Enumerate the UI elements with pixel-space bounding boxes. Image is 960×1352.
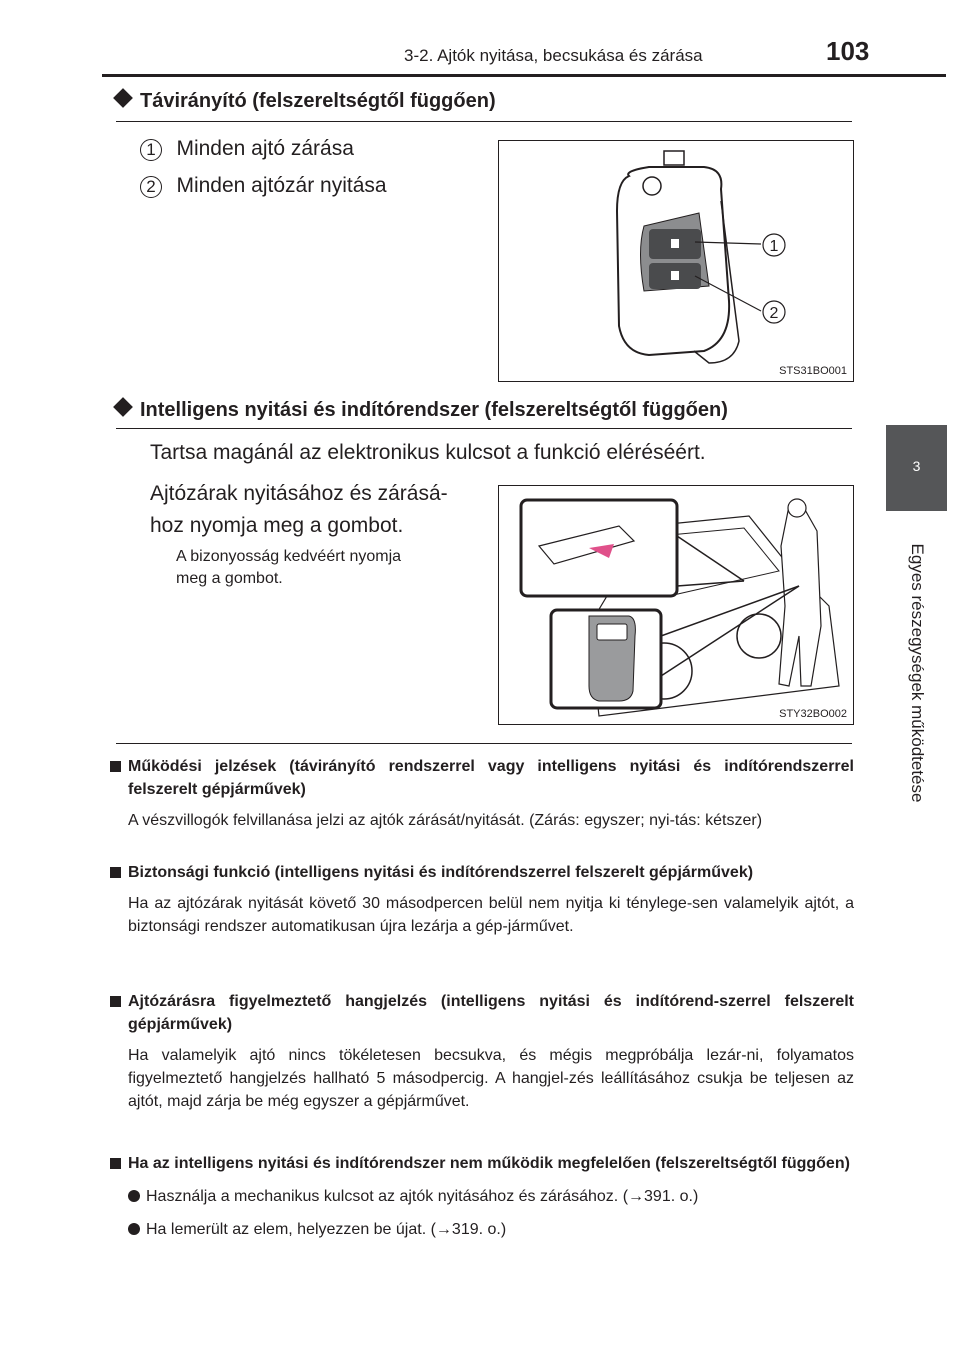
bullet-text: Ha lemerült az elem, helyezzen be újat. (→319. o.) [146,1221,507,1238]
diamond-icon [113,397,133,417]
notes-rule [116,743,852,744]
hint-line-1: A bizonyosság kedvéért nyomja [176,548,402,565]
note-smart-entry-malfunction [110,1152,854,1241]
page-number: 103 [826,36,870,66]
list-item [110,1218,854,1241]
chapter-tab: 3 [886,425,947,511]
section-rule [116,428,852,429]
list-item [110,1185,854,1208]
section-title-remote [116,90,496,113]
figure-code: STY32BO002 [779,708,847,720]
note-door-lock-buzzer [110,990,854,1113]
remote-key-illustration [499,141,853,381]
diamond-icon [113,88,133,108]
section-title-smart-entry-text: Intelligens nyitási és indítórendszer (felszereltségtől függően) [140,399,728,421]
list-item [140,137,354,161]
hint-line-2: meg a gombot. [176,570,283,587]
round-bullet-icon [128,1223,140,1235]
step-text-2: Minden ajtózár nyitása [176,174,387,197]
running-header: 3-2. Ajtók nyitása, becsukása és zárása [404,46,703,65]
instruction-line-1: Ajtózárak nyitásához és zárásá- [150,482,448,505]
figure-code: STS31BO001 [779,365,847,377]
chapter-side-label-text: Egyes részegységek működtetése [908,543,927,803]
note-title: Biztonsági funkció (intelligens nyitási és indítórendszerrel felszerelt gépjárművek) [128,864,754,881]
step-number-2: 2 [140,176,162,198]
car-door-illustration [499,486,853,724]
instruction-line-2: hoz nyomja meg a gombot. [150,514,404,537]
square-bullet-icon [110,761,121,772]
step-text-1: Minden ajtó zárása [176,137,354,160]
note-title: Működési jelzések (távirányító rendszerrel vagy intelligens nyitási és indítórendszerrel felszerelt gépjárművek) [128,758,854,798]
square-bullet-icon [110,1158,121,1169]
square-bullet-icon [110,867,121,878]
section-rule [116,121,852,122]
note-body: Ha az ajtózárak nyitását követő 30 másodpercen belül nem nyitja ki ténylege-sen valamelyik ajtót, a biztonsági rendszer automatikusan újra lezárja a gép-járművet. [128,895,854,935]
callout-2: 2 [769,305,779,322]
section-title-remote-text: Távirányító (felszereltségtől függően) [140,90,496,112]
note-security-function [110,861,854,938]
intro-paragraph: Tartsa magánál az elektronikus kulcsot a funkció eléréséért. [150,441,706,464]
bullet-text: Használja a mechanikus kulcsot az ajtók nyitásához és zárásához. (→391. o.) [146,1188,699,1205]
note-body: A vészvillogók felvillanása jelzi az ajtók zárását/nyitását. (Zárás: egyszer; nyi-tás: kétszer) [128,812,763,829]
figure-smart-entry [498,485,854,725]
figure-remote-key [498,140,854,382]
chapter-side-label [892,516,942,830]
square-bullet-icon [110,996,121,1007]
note-body: Ha valamelyik ajtó nincs tökéletesen becsukva, és mégis megpróbálja lezár-ni, folyamatos figyelmeztető hangjelzés hallható 5 másodpercig. A hangjel-zés leállításához csukja be teljesen az ajtót, majd zárja be még egyszer a gépjárművet. [128,1047,854,1110]
note-title: Ajtózárásra figyelmeztető hangjelzés (intelligens nyitási és indítórend-szerrel felszerelt gépjárművek) [128,993,854,1033]
callout-1: 1 [769,238,779,255]
list-item [140,174,387,198]
round-bullet-icon [128,1190,140,1202]
note-title: Ha az intelligens nyitási és indítórendszer nem működik megfelelően (felszereltségtől függően) [128,1155,850,1172]
step-number-1: 1 [140,139,162,161]
header-rule [102,74,946,77]
note-operation-signals [110,755,854,832]
section-title-smart-entry [116,399,728,422]
